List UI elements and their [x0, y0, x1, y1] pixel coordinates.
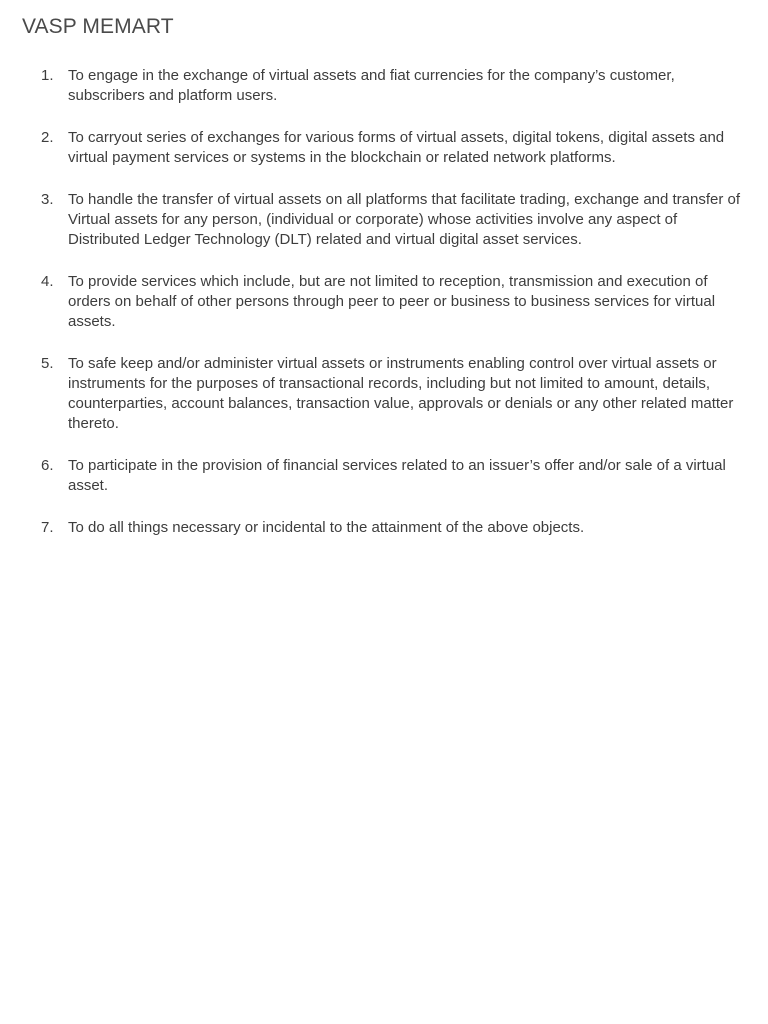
- list-item-number: 3.: [41, 191, 54, 208]
- list-item-number: 7.: [41, 519, 54, 536]
- list-item: [0, 66, 768, 106]
- list-item: [0, 518, 768, 538]
- list-item-text: To engage in the exchange of virtual assets and fiat currencies for the company’s customer, subscribers and platform users.: [68, 67, 675, 104]
- list-item: [0, 272, 768, 332]
- list-item-text: To do all things necessary or incidental to the attainment of the above objects.: [68, 519, 585, 536]
- list-item-number: 6.: [41, 457, 54, 474]
- list-item-text: To participate in the provision of financial services related to an issuer’s offer and/or sale of a virtual asset.: [68, 457, 726, 494]
- list-item: [0, 190, 768, 250]
- list-item: [0, 354, 768, 434]
- objects-list: [0, 66, 768, 560]
- document-title: VASP MEMART: [22, 15, 174, 38]
- list-item: [0, 456, 768, 496]
- list-item: [0, 128, 768, 168]
- list-item-text: To handle the transfer of virtual assets on all platforms that facilitate trading, exchange and transfer of Virtual assets for any person, (individual or corporate) whose activities involve any aspect of Distributed Ledger Technology (DLT) related and virtual digital asset services.: [68, 191, 741, 248]
- list-item-text: To provide services which include, but are not limited to reception, transmission and execution of orders on behalf of other persons through peer to peer or business to business services for virtual assets.: [68, 273, 716, 330]
- list-item-number: 4.: [41, 273, 54, 290]
- list-item-text: To carryout series of exchanges for various forms of virtual assets, digital tokens, digital assets and virtual payment services or systems in the blockchain or related network platforms.: [68, 129, 725, 166]
- list-item-number: 2.: [41, 129, 54, 146]
- list-item-number: 1.: [41, 67, 54, 84]
- list-item-number: 5.: [41, 355, 54, 372]
- list-item-text: To safe keep and/or administer virtual assets or instruments enabling control over virtual assets or instruments for the purposes of transactional records, including but not limited to amount, details, counterparties, account balances, transaction value, approvals or denials or any other related matter thereto.: [68, 355, 734, 432]
